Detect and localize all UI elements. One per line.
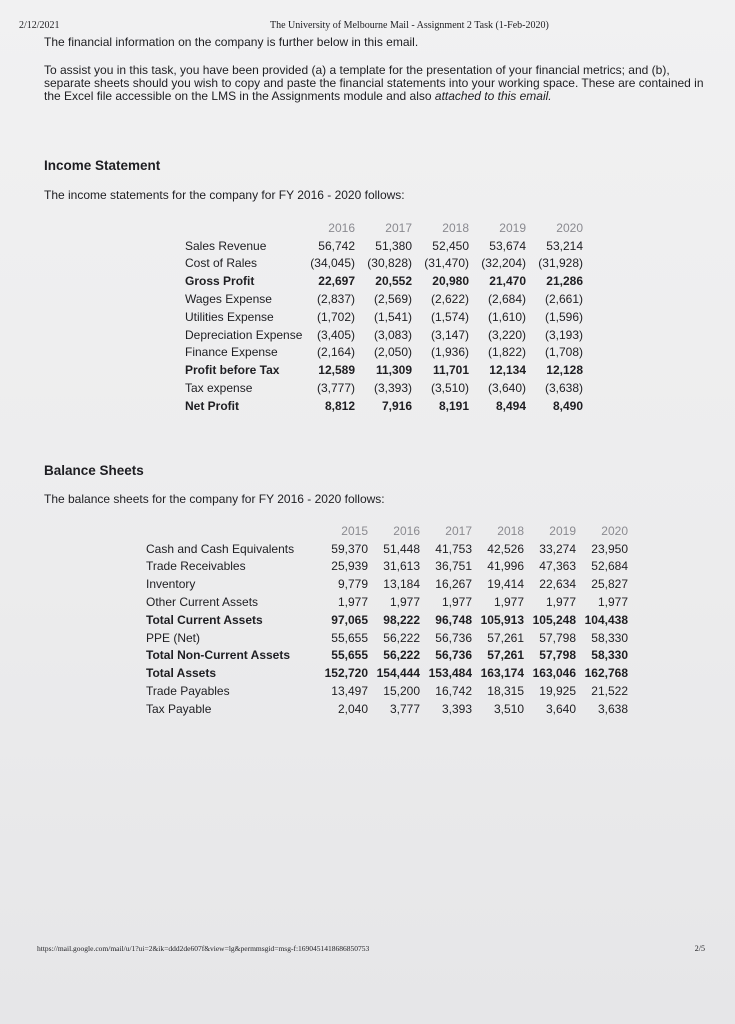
cell-value: (3,083) — [373, 327, 412, 342]
cell-value: 25,939 — [331, 559, 368, 574]
cell-value: 20,552 — [375, 274, 412, 289]
assist-paragraph — [44, 64, 704, 103]
cell-value: 19,925 — [539, 684, 576, 699]
table-row — [146, 647, 628, 665]
balance-sheets-intro: The balance sheets for the company for FY 2016 - 2020 follows: — [44, 492, 385, 506]
footer-url: https://mail.google.com/mail/u/1?ui=2&ik=ddd2de607f&view=lg&permmsgid=msg-f:1690451418686850753 — [37, 944, 370, 953]
cell-value: 21,470 — [489, 274, 526, 289]
cell-value: 12,134 — [489, 363, 526, 378]
row-label: Trade Payables — [146, 684, 230, 699]
row-label: Profit before Tax — [185, 363, 280, 378]
cell-value: (3,147) — [430, 327, 469, 342]
cell-value: 3,640 — [545, 701, 576, 716]
cell-value: 9,779 — [337, 577, 368, 592]
cell-value: (1,708) — [544, 345, 583, 360]
cell-value: 153,484 — [428, 666, 472, 681]
cell-value: 15,200 — [383, 684, 420, 699]
year-header: 2019 — [549, 523, 576, 538]
cell-value: 2,040 — [337, 701, 368, 716]
cell-value: (3,638) — [544, 381, 583, 396]
cell-value: 21,286 — [546, 274, 583, 289]
balance-year-header-row — [146, 522, 628, 540]
cell-value: 152,720 — [324, 666, 368, 681]
cell-value: 3,393 — [441, 701, 472, 716]
cell-value: 57,798 — [539, 630, 576, 645]
cell-value: 57,261 — [487, 648, 524, 663]
cell-value: 57,261 — [487, 630, 524, 645]
row-label: Net Profit — [185, 398, 239, 413]
cell-value: (31,928) — [538, 256, 583, 271]
cell-value: 1,977 — [545, 595, 576, 610]
row-label: Other Current Assets — [146, 595, 259, 610]
print-date: 2/12/2021 — [19, 20, 60, 31]
cell-value: 8,191 — [438, 398, 469, 413]
income-statement-intro: The income statements for the company for FY 2016 - 2020 follows: — [44, 188, 405, 202]
header-corner — [185, 219, 303, 237]
table-row — [185, 272, 583, 290]
cell-value: 51,448 — [383, 541, 420, 556]
cell-value: 36,751 — [435, 559, 472, 574]
cell-value: 96,748 — [435, 612, 472, 627]
cell-value: 56,222 — [383, 630, 420, 645]
cell-value: (1,936) — [430, 345, 469, 360]
cell-value: 13,497 — [331, 684, 368, 699]
year-header: 2017 — [445, 523, 472, 538]
table-row — [146, 664, 628, 682]
cell-value: (30,828) — [367, 256, 412, 271]
cell-value: 41,753 — [435, 541, 472, 556]
cell-value: (1,610) — [487, 309, 526, 324]
cell-value: 104,438 — [584, 612, 628, 627]
cell-value: 3,638 — [597, 701, 628, 716]
cell-value: (32,204) — [481, 256, 526, 271]
cell-value: 1,977 — [389, 595, 420, 610]
cell-value: (3,510) — [430, 381, 469, 396]
table-row — [185, 290, 583, 308]
cell-value: 57,798 — [539, 648, 576, 663]
cell-value: 56,222 — [383, 648, 420, 663]
cell-value: 163,174 — [480, 666, 524, 681]
row-label: Inventory — [146, 577, 196, 592]
cell-value: (2,837) — [316, 292, 355, 307]
cell-value: (3,220) — [487, 327, 526, 342]
row-label: Finance Expense — [185, 345, 278, 360]
cell-value: (1,541) — [373, 309, 412, 324]
row-label: Tax expense — [185, 381, 253, 396]
cell-value: 1,977 — [441, 595, 472, 610]
cell-value: 22,634 — [539, 577, 576, 592]
cell-value: 1,977 — [493, 595, 524, 610]
year-header: 2017 — [385, 220, 412, 235]
cell-value: (1,596) — [544, 309, 583, 324]
cell-value: 12,128 — [546, 363, 583, 378]
table-row — [146, 593, 628, 611]
table-row — [185, 361, 583, 379]
income-year-header-row — [185, 219, 583, 237]
cell-value: 98,222 — [383, 612, 420, 627]
row-label: Trade Receivables — [146, 559, 246, 574]
cell-value: 51,380 — [375, 238, 412, 253]
cell-value: 42,526 — [487, 541, 524, 556]
cell-value: 58,330 — [591, 630, 628, 645]
cell-value: 105,248 — [532, 612, 576, 627]
balance-sheets-heading: Balance Sheets — [44, 463, 144, 478]
row-label: Total Non-Current Assets — [146, 648, 291, 663]
cell-value: 22,697 — [318, 274, 355, 289]
cell-value: 52,450 — [432, 238, 469, 253]
cell-value: 20,980 — [432, 274, 469, 289]
year-header: 2018 — [497, 523, 524, 538]
cell-value: 12,589 — [318, 363, 355, 378]
row-label: Cash and Cash Equivalents — [146, 541, 295, 556]
cell-value: 8,490 — [552, 398, 583, 413]
year-header: 2020 — [556, 220, 583, 235]
table-row — [146, 629, 628, 647]
assist-text: To assist you in this task, you have been provided (a) a template for the presentation of your financial metrics; and (b), separate sheets should you wish to copy and paste the financial statements into your working space. These are contained in the Excel file accessible on the LMS in the Assignments module and also — [44, 63, 704, 103]
cell-value: 56,742 — [318, 238, 355, 253]
row-label: Wages Expense — [185, 292, 272, 307]
year-header: 2016 — [393, 523, 420, 538]
row-label: Gross Profit — [185, 274, 255, 289]
row-label: Total Current Assets — [146, 612, 263, 627]
table-row — [185, 326, 583, 344]
cell-value: 23,950 — [591, 541, 628, 556]
cell-value: (3,640) — [487, 381, 526, 396]
cell-value: 19,414 — [487, 577, 524, 592]
cell-value: 59,370 — [331, 541, 368, 556]
cell-value: 53,674 — [489, 238, 526, 253]
cell-value: 33,274 — [539, 541, 576, 556]
year-header: 2018 — [442, 220, 469, 235]
header-corner — [146, 522, 316, 540]
cell-value: 16,742 — [435, 684, 472, 699]
cell-value: (2,684) — [487, 292, 526, 307]
row-label: PPE (Net) — [146, 630, 201, 645]
cell-value: 25,827 — [591, 577, 628, 592]
cell-value: (2,569) — [373, 292, 412, 307]
cell-value: 3,777 — [389, 701, 420, 716]
cell-value: (3,393) — [373, 381, 412, 396]
table-row — [146, 611, 628, 629]
cell-value: 16,267 — [435, 577, 472, 592]
row-label: Total Assets — [146, 666, 217, 681]
year-header: 2015 — [341, 523, 368, 538]
cell-value: (1,574) — [430, 309, 469, 324]
cell-value: 47,363 — [539, 559, 576, 574]
cell-value: (31,470) — [424, 256, 469, 271]
cell-value: 97,065 — [331, 612, 368, 627]
cell-value: (2,164) — [316, 345, 355, 360]
table-row — [185, 344, 583, 362]
table-row — [185, 255, 583, 273]
cell-value: (2,661) — [544, 292, 583, 307]
cell-value: 162,768 — [584, 666, 628, 681]
table-row — [185, 379, 583, 397]
cell-value: 56,736 — [435, 630, 472, 645]
cell-value: 8,812 — [324, 398, 355, 413]
cell-value: 1,977 — [597, 595, 628, 610]
cell-value: (1,702) — [316, 309, 355, 324]
cell-value: 55,655 — [331, 630, 368, 645]
intro-paragraph: The financial information on the company is further below in this email. — [44, 35, 419, 49]
cell-value: (3,777) — [316, 381, 355, 396]
table-row — [146, 700, 628, 718]
cell-value: 55,655 — [331, 648, 368, 663]
cell-value: (3,405) — [316, 327, 355, 342]
table-row — [146, 558, 628, 576]
balance-sheet-table — [146, 522, 628, 718]
cell-value: 11,701 — [432, 363, 469, 378]
cell-value: 154,444 — [376, 666, 420, 681]
cell-value: (1,822) — [487, 345, 526, 360]
cell-value: 31,613 — [383, 559, 420, 574]
cell-value: 53,214 — [546, 238, 583, 253]
income-statement-table — [185, 219, 583, 415]
cell-value: 58,330 — [591, 648, 628, 663]
cell-value: (3,193) — [544, 327, 583, 342]
row-label: Tax Payable — [146, 701, 212, 716]
cell-value: (2,050) — [373, 345, 412, 360]
page-number: 2/5 — [694, 944, 705, 953]
row-label: Cost of Rales — [185, 256, 258, 271]
row-label: Sales Revenue — [185, 238, 267, 253]
table-row — [185, 237, 583, 255]
cell-value: 13,184 — [383, 577, 420, 592]
cell-value: (34,045) — [310, 256, 355, 271]
cell-value: 18,315 — [487, 684, 524, 699]
year-header: 2019 — [499, 220, 526, 235]
assist-emphasis: attached to this email. — [434, 89, 552, 103]
cell-value: (2,622) — [430, 292, 469, 307]
table-row — [185, 308, 583, 326]
table-row — [146, 682, 628, 700]
cell-value: 7,916 — [381, 398, 412, 413]
cell-value: 21,522 — [591, 684, 628, 699]
cell-value: 52,684 — [591, 559, 628, 574]
cell-value: 1,977 — [337, 595, 368, 610]
cell-value: 56,736 — [435, 648, 472, 663]
income-statement-heading: Income Statement — [44, 158, 161, 173]
row-label: Depreciation Expense — [185, 327, 303, 342]
year-header: 2016 — [328, 220, 355, 235]
cell-value: 163,046 — [532, 666, 576, 681]
row-label: Utilities Expense — [185, 309, 274, 324]
cell-value: 105,913 — [480, 612, 524, 627]
print-title: The University of Melbourne Mail - Assignment 2 Task (1-Feb-2020) — [270, 20, 549, 31]
cell-value: 11,309 — [375, 363, 412, 378]
cell-value: 8,494 — [495, 398, 526, 413]
table-row — [146, 540, 628, 558]
cell-value: 3,510 — [493, 701, 524, 716]
year-header: 2020 — [601, 523, 628, 538]
table-row — [185, 397, 583, 415]
cell-value: 41,996 — [487, 559, 524, 574]
table-row — [146, 575, 628, 593]
